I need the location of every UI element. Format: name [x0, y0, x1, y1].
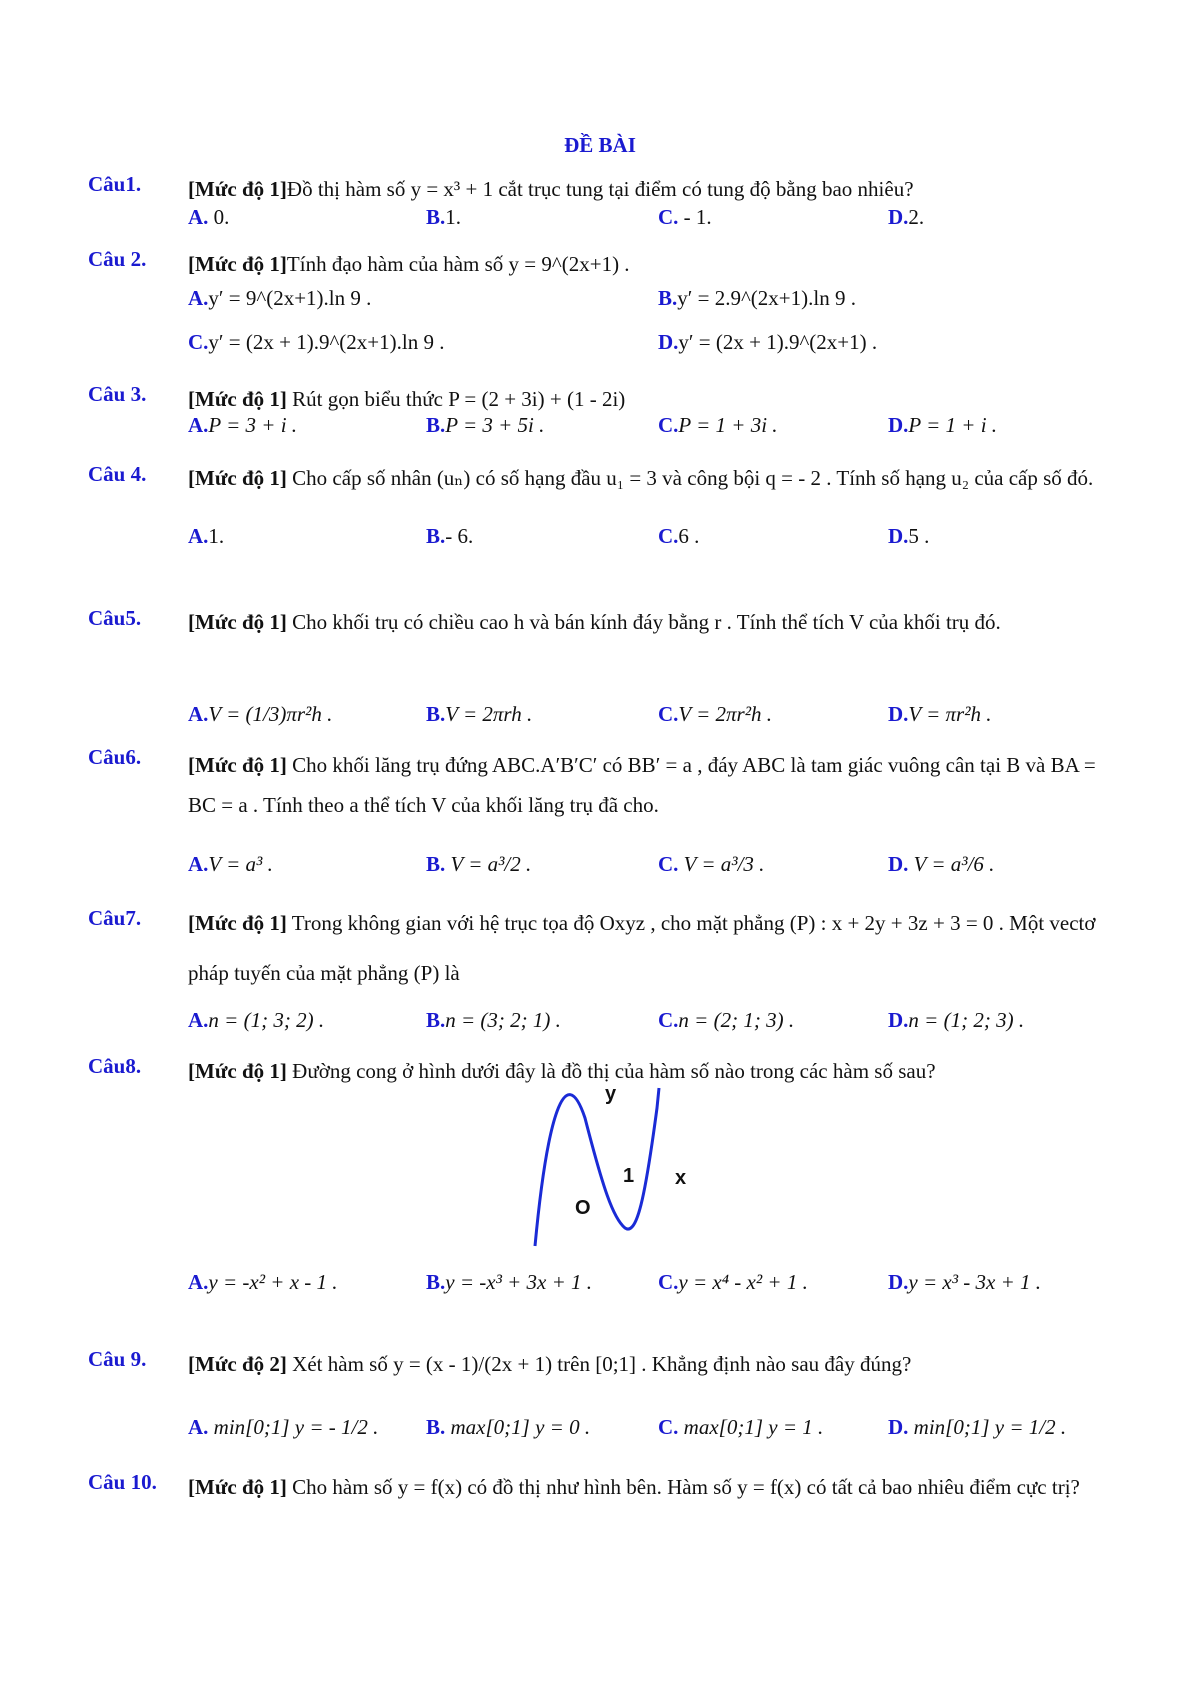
option-c[interactable]: C. max[0;1] y = 1 .	[658, 1415, 824, 1439]
option-c[interactable]: C.6 .	[658, 524, 700, 548]
option-b[interactable]: B.y′ = 2.9^(2x+1).ln 9 .	[658, 286, 856, 310]
question-label: Câu5.	[88, 606, 142, 630]
options-row	[188, 1415, 1128, 1455]
option-d[interactable]: D. min[0;1] y = 1/2 .	[888, 1415, 1067, 1439]
question-text: [Mức độ 1]Đồ thị hàm số y = x³ + 1 cắt trục tung tại điểm có tung độ bằng bao nhiêu?	[188, 177, 914, 201]
function-graph	[525, 1078, 725, 1256]
question-label: Câu 4.	[88, 462, 147, 486]
option-c[interactable]: C. V = a³/3 .	[658, 852, 765, 876]
question-label: Câu 2.	[88, 247, 147, 271]
origin-label: O	[575, 1197, 591, 1219]
option-d[interactable]: D. V = a³/6 .	[888, 852, 995, 876]
option-d[interactable]: D.2.	[888, 205, 925, 229]
option-b[interactable]: B.- 6.	[426, 524, 474, 548]
question-text: [Mức độ 1] Đường cong ở hình dưới đây là đồ thị của hàm số nào trong các hàm số sau?	[188, 1059, 936, 1083]
options-row	[188, 702, 1128, 742]
options-row	[188, 1270, 1128, 1310]
option-b[interactable]: B.V = 2πrh .	[426, 702, 533, 726]
option-a[interactable]: A.1.	[188, 524, 225, 548]
question-label: Câu8.	[88, 1054, 142, 1078]
question-label: Câu 9.	[88, 1347, 147, 1371]
option-a[interactable]: A.P = 3 + i .	[188, 413, 298, 437]
option-a[interactable]: A.V = (1/3)πr²h .	[188, 702, 333, 726]
question-label: Câu6.	[88, 745, 142, 769]
options-row	[188, 330, 1128, 370]
question-label: Câu1.	[88, 172, 142, 196]
question-text: [Mức độ 1] Trong không gian với hệ trục tọa độ Oxyz , cho mặt phẳng (P) : x + 2y + 3z + 3 = 0 . Một vectơ pháp tuyến của mặt phẳng (P) là	[188, 911, 1096, 985]
option-d[interactable]: D.5 .	[888, 524, 930, 548]
option-b[interactable]: B. V = a³/2 .	[426, 852, 532, 876]
option-a[interactable]: A.y = -x² + x - 1 .	[188, 1270, 338, 1294]
option-d[interactable]: D.V = πr²h .	[888, 702, 992, 726]
question-text: [Mức độ 1] Rút gọn biểu thức P = (2 + 3i) + (1 - 2i)	[188, 387, 626, 411]
options-row	[188, 852, 1128, 892]
option-a[interactable]: A.V = a³ .	[188, 852, 273, 876]
option-c[interactable]: C.n = (2; 1; 3) .	[658, 1008, 795, 1032]
option-b[interactable]: B.n = (3; 2; 1) .	[426, 1008, 561, 1032]
question-label: Câu 3.	[88, 382, 147, 406]
option-b[interactable]: B.1.	[426, 205, 462, 229]
axis-y-label: y	[605, 1083, 617, 1105]
question-text: [Mức độ 1] Cho cấp số nhân (uₙ) có số hạng đầu u₁ = 3 và công bội q = - 2 . Tính số hạng u₂ của cấp số đó.	[188, 466, 1094, 490]
option-a[interactable]: A.y′ = 9^(2x+1).ln 9 .	[188, 286, 372, 310]
tick-label-1: 1	[623, 1165, 635, 1187]
option-a[interactable]: A. 0.	[188, 205, 230, 229]
option-c[interactable]: C.y = x⁴ - x² + 1 .	[658, 1270, 808, 1294]
graph-curve	[535, 1088, 659, 1246]
options-row	[188, 413, 1128, 453]
page-title: ĐỀ BÀI	[564, 133, 636, 157]
question-text: [Mức độ 1]Tính đạo hàm của hàm số y = 9^(2x+1) .	[188, 252, 630, 276]
option-c[interactable]: C.P = 1 + 3i .	[658, 413, 778, 437]
question-text: [Mức độ 1] Cho khối lăng trụ đứng ABC.A′B′C′ có BB′ = a , đáy ABC là tam giác vuông cân tại B và BA = BC = a . Tính theo a thể tích V của khối lăng trụ đã cho.	[188, 753, 1096, 817]
options-row	[188, 286, 1128, 326]
options-row	[188, 524, 1128, 564]
question-label: Câu 10.	[88, 1470, 157, 1494]
question-text: [Mức độ 2] Xét hàm số y = (x - 1)/(2x + 1) trên [0;1] . Khẳng định nào sau đây đúng?	[188, 1352, 912, 1376]
options-row	[188, 205, 1128, 245]
option-d[interactable]: D.y = x³ - 3x + 1 .	[888, 1270, 1042, 1294]
option-c[interactable]: C.V = 2πr²h .	[658, 702, 773, 726]
axis-x-label: x	[675, 1167, 687, 1189]
option-b[interactable]: B. max[0;1] y = 0 .	[426, 1415, 591, 1439]
option-c[interactable]: C.y′ = (2x + 1).9^(2x+1).ln 9 .	[188, 330, 445, 354]
option-d[interactable]: D.P = 1 + i .	[888, 413, 998, 437]
option-b[interactable]: B.P = 3 + 5i .	[426, 413, 545, 437]
question-label: Câu7.	[88, 906, 142, 930]
option-a[interactable]: A.n = (1; 3; 2) .	[188, 1008, 325, 1032]
question-text: [Mức độ 1] Cho hàm số y = f(x) có đồ thị như hình bên. Hàm số y = f(x) có tất cả bao nhiêu điểm cực trị?	[188, 1475, 1080, 1499]
option-c[interactable]: C. - 1.	[658, 205, 712, 229]
option-d[interactable]: D.n = (1; 2; 3) .	[888, 1008, 1025, 1032]
option-a[interactable]: A. min[0;1] y = - 1/2 .	[188, 1415, 379, 1439]
question-text: [Mức độ 1] Cho khối trụ có chiều cao h và bán kính đáy bằng r . Tính thể tích V của khối trụ đó.	[188, 610, 1001, 634]
option-b[interactable]: B.y = -x³ + 3x + 1 .	[426, 1270, 593, 1294]
options-row	[188, 1008, 1128, 1048]
option-d[interactable]: D.y′ = (2x + 1).9^(2x+1) .	[658, 330, 878, 354]
